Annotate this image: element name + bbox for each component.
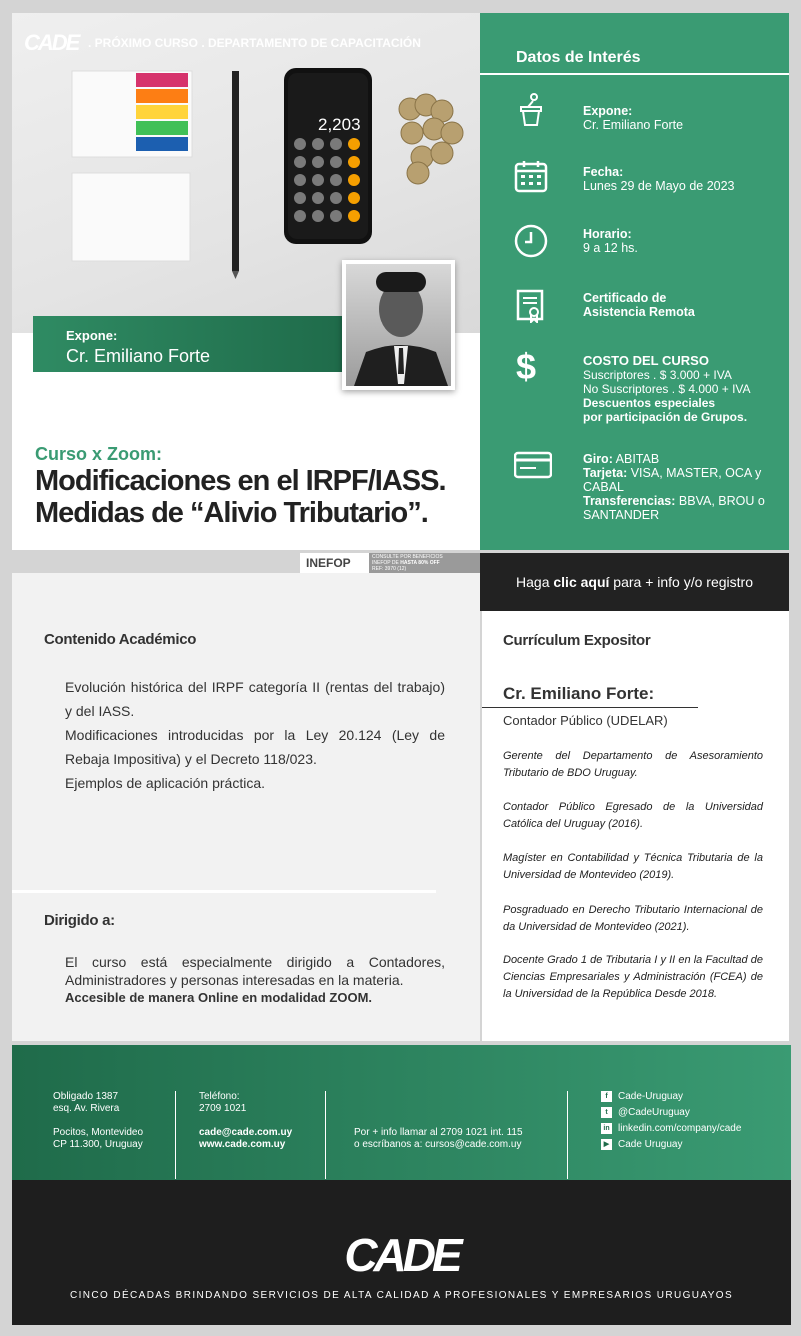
facebook-icon: f — [601, 1091, 612, 1102]
speaker-podium-icon — [514, 93, 548, 127]
cade-logo: CADE — [344, 1229, 459, 1281]
cv-subtitle: Contador Público (UDELAR) — [503, 713, 668, 728]
side-divider — [480, 73, 789, 75]
cv-item: Posgraduado en Derecho Tributario Internacional de da Universidad de Montevideo (2021). — [503, 904, 763, 933]
calculator-display: 2,203 — [318, 115, 361, 134]
social-linkedin[interactable]: in linkedin.com/company/cade — [601, 1123, 741, 1135]
footer-divider — [325, 1091, 326, 1179]
dirigido-text: El curso está especialmente dirigido a Contadores, Administradores y personas interesadas en la materia. Accesible de manera Online en modalidad ZOOM. — [65, 954, 445, 1005]
website-link[interactable]: www.cade.com.uy — [199, 1139, 286, 1150]
social-facebook[interactable]: f Cade-Uruguay — [601, 1091, 683, 1103]
tagline: CINCO DÉCADAS BRINDANDO SERVICIOS DE ALTA CALIDAD A PROFESIONALES Y EMPRESARIOS URUGUAYOS — [69, 1290, 734, 1301]
header-topline: . PRÓXIMO CURSO . DEPARTAMENTO DE CAPACITACIÓN — [88, 36, 421, 50]
address-block: Obligado 1387 esq. Av. Rivera Pocitos, Montevideo CP 11.300, Uruguay — [53, 1091, 144, 1150]
brand-footer — [12, 1180, 791, 1325]
credit-card-icon — [514, 447, 552, 481]
contact-footer — [12, 1045, 791, 1180]
person-silhouette-icon — [346, 264, 451, 386]
datos-interes-panel — [480, 13, 789, 550]
academic-section — [12, 573, 480, 1041]
academic-content: Evolución histórica del IRPF categoría II (rentas del trabajo) y del IASS. Modificaciones introducidas por la Ley 20.124 (Ley de Rebaja Impositiva) y el Decreto 118/023. Ejemplos de aplicación práctica. — [65, 679, 445, 791]
cv-name: Cr. Emiliano Forte: — [503, 684, 655, 703]
footer-divider — [175, 1091, 176, 1179]
inefop-badge — [300, 553, 480, 573]
certificate-icon — [514, 289, 548, 323]
inefop-label: INEFOP — [306, 556, 351, 570]
cv-item: Gerente del Departamento de Asesoramiento Tributario de BDO Uruguay. — [503, 750, 763, 779]
side-title: Datos de Interés — [516, 49, 641, 66]
expone-banner — [33, 316, 345, 372]
cv-divider — [482, 707, 698, 708]
email-link[interactable]: cade@cade.com.uy — [199, 1127, 293, 1138]
side-certificado: Certificado de Asistencia Remota — [583, 291, 695, 319]
dollar-icon: $ — [516, 346, 537, 387]
cv-item: Docente Grado 1 de Tributaria I y II en la Facultad de Ciencias Empresariales y Administración (FCEA) de la Universidad de la República Desde 2018. — [503, 954, 763, 1000]
phone-block: Teléfono: 2709 1021 cade@cade.com.uy www.cade.com.uy — [199, 1091, 293, 1150]
side-costo: COSTO DEL CURSO Suscriptores . $ 3.000 + IVA No Suscriptores . $ 4.000 + IVA Descuentos especiales por participación de Grupos. — [583, 353, 751, 424]
cta-highlight: clic aquí — [553, 574, 610, 590]
social-twitter[interactable]: t @CadeUruguay — [601, 1107, 690, 1119]
cv-section — [482, 611, 789, 1041]
cv-heading: Currículum Expositor — [503, 632, 651, 649]
cv-item: Magíster en Contabilidad y Técnica Tributaria de la Universidad de Montevideo (2019). — [503, 852, 763, 881]
course-title-line1: Modificaciones en el IRPF/IASS. — [35, 465, 446, 497]
cade-logo-small: CADE — [24, 30, 79, 55]
side-expone: Expone: Cr. Emiliano Forte — [583, 104, 684, 132]
side-horario: Horario: 9 a 12 hs. — [583, 227, 638, 255]
section-divider — [12, 890, 436, 893]
speaker-portrait — [342, 260, 455, 390]
youtube-icon: ▶ — [601, 1139, 612, 1150]
register-link[interactable]: Haga clic aquí para + info y/o registro — [480, 553, 789, 611]
dirigido-heading: Dirigido a: — [44, 912, 115, 929]
info-block: Por + info llamar al 2709 1021 int. 115 o escríbanos a: cursos@cade.com.uy — [354, 1127, 523, 1150]
linkedin-icon: in — [601, 1123, 612, 1134]
hero-section — [12, 13, 480, 550]
course-title — [35, 465, 480, 529]
academic-heading: Contenido Académico — [44, 631, 197, 648]
side-fecha: Fecha: Lunes 29 de Mayo de 2023 — [583, 165, 735, 193]
inefop-note: CONSULTE POR BENEFICIOS INEFOP DE HASTA 80% OFF REF: 3970 (12) — [369, 553, 480, 573]
side-pago: Giro: ABITAB Tarjeta: VISA, MASTER, OCA y CABAL Transferencias: BBVA, BROU o SANTANDER — [583, 452, 765, 522]
calendar-icon — [514, 159, 548, 193]
twitter-icon: t — [601, 1107, 612, 1118]
expone-name: Cr. Emiliano Forte — [66, 346, 211, 366]
social-youtube[interactable]: ▶ Cade Uruguay — [601, 1139, 682, 1151]
course-title-line2: Medidas de “Alivio Tributario”. — [35, 497, 428, 529]
cv-item: Contador Público Egresado de la Universidad Católica del Uruguay (2016). — [503, 801, 763, 830]
clock-icon — [514, 224, 548, 258]
course-kicker: Curso x Zoom: — [35, 444, 163, 464]
expone-label: Expone: — [66, 328, 118, 343]
footer-divider — [567, 1091, 568, 1179]
